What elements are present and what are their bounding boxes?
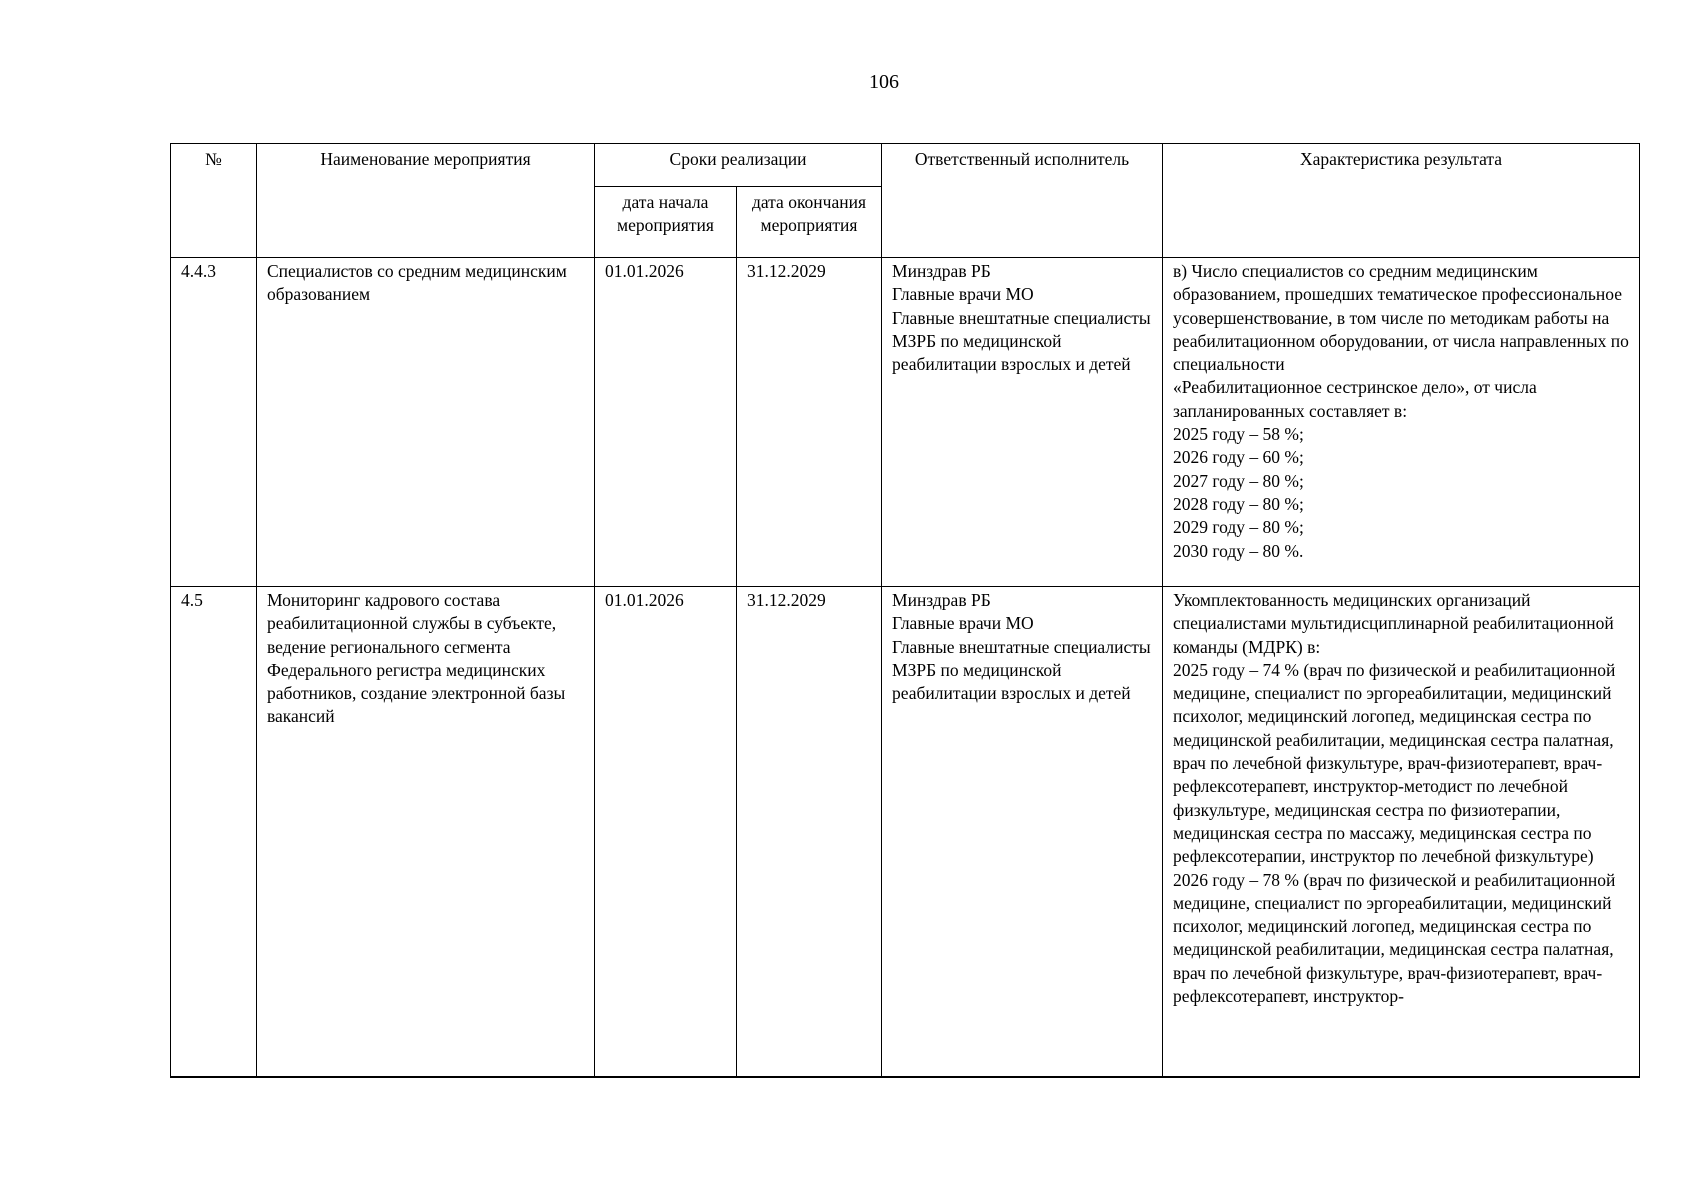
result-line: в) Число специалистов со средним медицинским образованием, прошедших тематическое профессиональное усовершенствование, в том числе по методикам работы на реабилитационном оборудовании, от числа направленных по специальности xyxy=(1173,261,1629,375)
result-line: 2027 году – 80 %; xyxy=(1173,470,1304,491)
header-end-date: дата окончания мероприятия xyxy=(737,187,882,258)
responsible-line: Главные врачи МО xyxy=(892,613,1034,634)
result-line: 2026 году – 60 %; xyxy=(1173,447,1304,468)
responsible-line: Главные внештатные специалисты МЗРБ по медицинской реабилитации взрослых и детей xyxy=(892,307,1151,375)
header-result: Характеристика результата xyxy=(1163,144,1640,258)
result-description xyxy=(1163,587,1640,1078)
responsible xyxy=(882,258,1163,587)
row-number: 4.5 xyxy=(171,587,257,1078)
result-line: Укомплектованность медицинских организаций специалистами мультидисциплинарной реабилитационной команды (МДРК) в: xyxy=(1173,590,1614,657)
end-date: 31.12.2029 xyxy=(737,587,882,1078)
result-line: 2025 году – 58 %; xyxy=(1173,424,1304,445)
page-number: 106 xyxy=(869,71,899,93)
start-date: 01.01.2026 xyxy=(595,258,737,587)
header-responsible: Ответственный исполнитель xyxy=(882,144,1163,258)
activity-name: Мониторинг кадрового состава реабилитационной службы в субъекте, ведение регионального сегмента Федерального регистра медицинских работников, создание электронной базы вакансий xyxy=(257,587,595,1078)
responsible-line: Минздрав РБ xyxy=(892,590,991,610)
table-row xyxy=(171,587,1640,1078)
responsible-line: Минздрав РБ xyxy=(892,261,991,281)
result-line: 2026 году – 78 % (врач по физической и реабилитационной медицине, специалист по эргореабилитации, медицинский психолог, медицинский логопед, медицинская сестра по медицинской реабилитации, медицинская сестра палатная, врач по лечебной физкультуре, врач-физиотерапевт, врач-рефлексотерапевт, инструктор- xyxy=(1173,869,1616,1007)
result-description xyxy=(1163,258,1640,587)
table-row xyxy=(171,258,1640,587)
result-line: 2030 году – 80 %. xyxy=(1173,540,1304,561)
responsible xyxy=(882,587,1163,1078)
header-period: Сроки реализации xyxy=(595,144,882,187)
result-line: 2029 году – 80 %; xyxy=(1173,517,1304,538)
result-line: «Реабилитационное сестринское дело», от числа запланированных составляет в: xyxy=(1173,377,1537,421)
result-line: 2028 году – 80 %; xyxy=(1173,493,1304,514)
header-number: № xyxy=(171,144,257,258)
row-number: 4.4.3 xyxy=(171,258,257,587)
header-activity-name: Наименование мероприятия xyxy=(257,144,595,258)
start-date: 01.01.2026 xyxy=(595,587,737,1078)
result-line: 2025 году – 74 % (врач по физической и реабилитационной медицине, специалист по эргореабилитации, медицинский психолог, медицинский логопед, медицинская сестра по медицинской реабилитации, медицинская сестра палатная, врач по лечебной физкультуре, врач-физиотерапевт, врач-рефлексотерапевт, инструктор-методист по лечебной физкультуре, медицинская сестра по физиотерапии, медицинская сестра по массажу, медицинская сестра по рефлексотерапии, инструктор по лечебной физкультуре) xyxy=(1173,659,1616,867)
responsible-line: Главные внештатные специалисты МЗРБ по медицинской реабилитации взрослых и детей xyxy=(892,636,1151,704)
activity-name: Специалистов со средним медицинским образованием xyxy=(257,258,595,587)
header-start-date: дата начала мероприятия xyxy=(595,187,737,258)
responsible-line: Главные врачи МО xyxy=(892,284,1034,305)
activities-table xyxy=(170,143,1640,1078)
end-date: 31.12.2029 xyxy=(737,258,882,587)
